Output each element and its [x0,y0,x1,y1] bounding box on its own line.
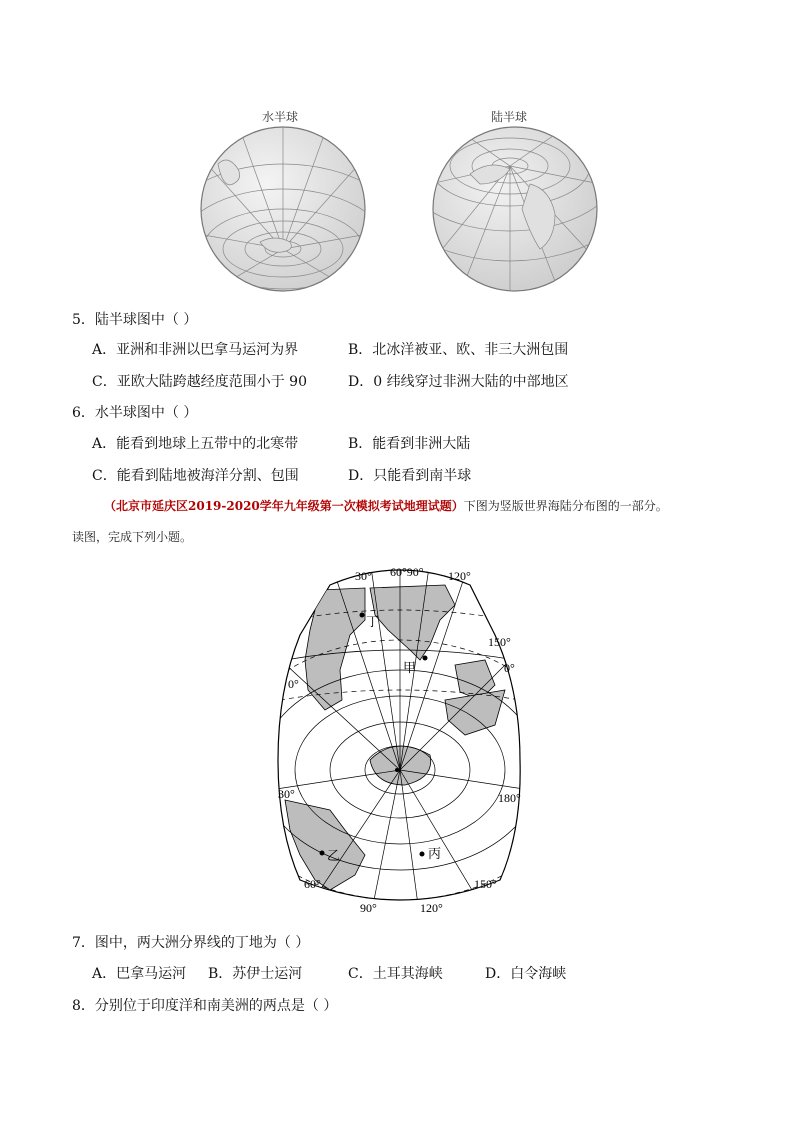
point-jia-marker [423,656,428,661]
water-hemisphere-label: 水半球 [262,110,299,124]
passage-text-1: 下图为竖版世界海陆分布图的一部分。 [463,499,668,513]
map-label-bottom-150: 150° [474,877,497,891]
map-label-right-150: 150° [488,635,511,649]
water-hemisphere-globe [198,124,368,294]
question-6-option-b[interactable]: B．能看到非洲大陆 [348,436,471,452]
vertical-world-map [270,560,530,920]
question-7-stem: 7．图中，两大洲分界线的丁地为（ ） [72,935,310,951]
passage-line-1 [104,497,668,514]
map-label-bottom-60: 60° [304,877,321,891]
question-7-option-d[interactable]: D．白令海峡 [485,966,567,982]
land-hemisphere-globe [430,124,600,294]
question-7-option-c[interactable]: C．土耳其海峡 [348,966,443,982]
map-label-top-120: 120° [448,569,471,583]
map-label-right-180: 180° [498,791,521,805]
map-label-left-30: 30° [278,787,295,801]
question-5-option-c[interactable]: C．亚欧大陆跨越经度范围小于 90 [92,374,307,390]
question-6-option-c[interactable]: C．能看到陆地被海洋分割、包围 [92,468,299,484]
map-point-yi: 乙 [327,849,341,864]
map-point-jia: 甲 [403,661,417,676]
map-label-bottom-120: 120° [420,901,443,915]
land-hemisphere-label: 陆半球 [491,110,528,124]
question-6-option-d[interactable]: D．只能看到南半球 [348,468,472,484]
question-7-option-b[interactable]: B．苏伊士运河 [208,966,303,982]
passage-text-2: 读图，完成下列小题。 [72,530,193,544]
question-5-stem: 5．陆半球图中（ ） [72,312,198,328]
question-5-option-a[interactable]: A．亚洲和非洲以巴拿马运河为界 [92,342,299,358]
map-label-top-30: 30° [355,569,372,583]
question-8-stem: 8．分别位于印度洋和南美洲的两点是（ ） [72,998,338,1014]
map-point-ding: 丁 [366,615,380,630]
question-6-stem: 6．水半球图中（ ） [72,405,198,421]
map-label-top-60-90: 60°90° [390,565,424,579]
map-label-bottom-90: 90° [360,901,377,915]
map-label-right-0: 0° [504,661,515,675]
map-point-bing: 丙 [428,847,442,862]
question-6-option-a[interactable]: A．能看到地球上五带中的北寒带 [92,436,299,452]
map-label-left-0: 0° [288,677,299,691]
question-5-option-b[interactable]: B．北冰洋被亚、欧、非三大洲包围 [348,342,569,358]
question-5-option-d[interactable]: D．0 纬线穿过非洲大陆的中部地区 [348,374,569,390]
point-ding-marker [360,613,365,618]
point-bing-marker [420,852,425,857]
passage-source: （北京市延庆区2019-2020学年九年级第一次模拟考试地理试题） [104,499,464,513]
question-7-option-a[interactable]: A．巴拿马运河 [92,966,187,982]
point-yi-marker [320,851,325,856]
